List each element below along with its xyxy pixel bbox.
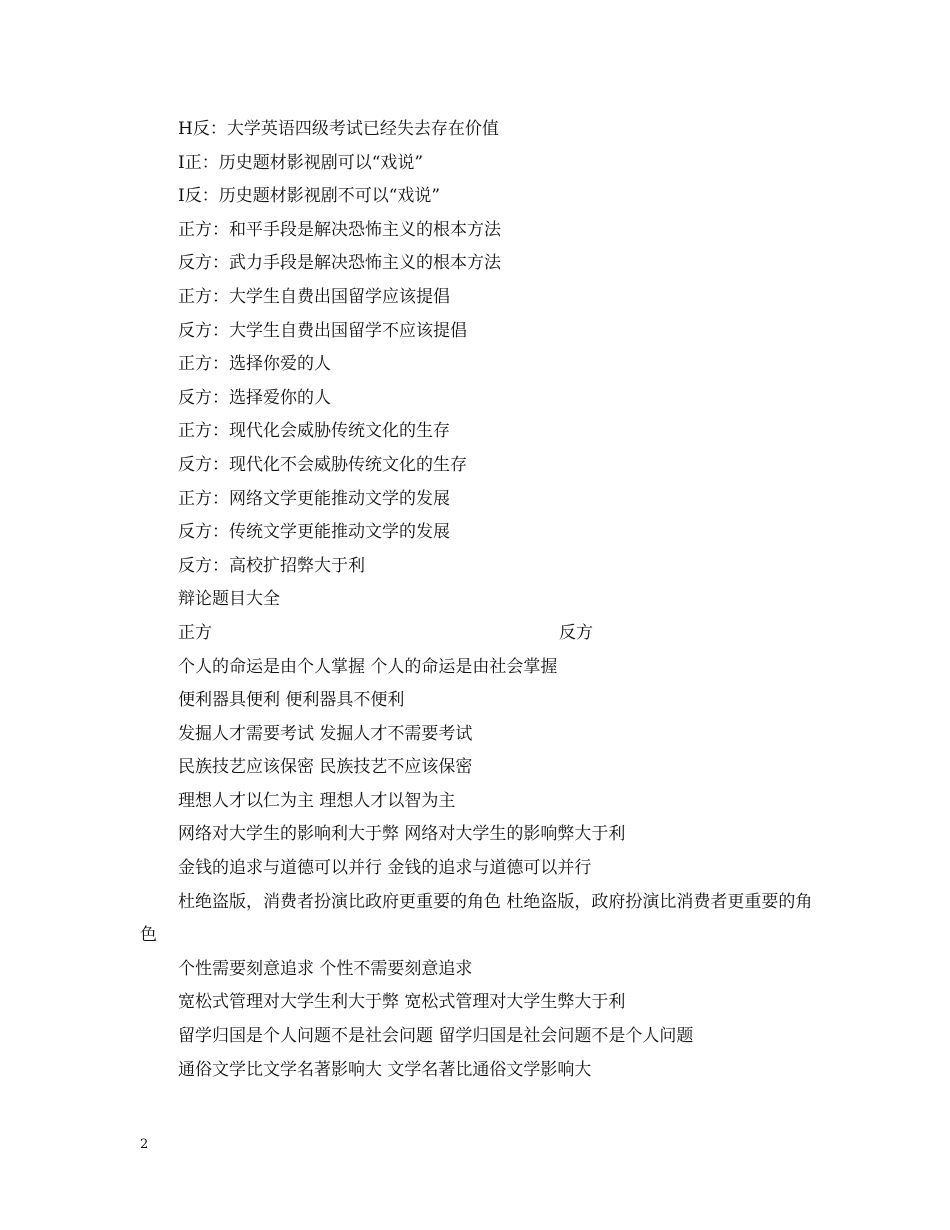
page-number: 2 (140, 1137, 149, 1152)
debate-topic-line: 个性需要刻意追求 个性不需要刻意追求 (178, 958, 473, 979)
debate-topic-line: 网络对大学生的影响利大于弊 网络对大学生的影响弊大于利 (178, 824, 626, 845)
text-line: 反方：传统文学更能推动文学的发展 (178, 522, 450, 543)
debate-topic-line: 留学归国是个人问题不是社会问题 留学归国是社会问题不是个人问题 (178, 1026, 694, 1047)
text-line: I反：历史题材影视剧不可以“戏说” (178, 186, 441, 207)
text-line: 正方：大学生自费出国留学应该提倡 (178, 286, 450, 307)
column-header-row (140, 617, 820, 651)
text-line: 反方：高校扩招弊大于利 (178, 555, 365, 576)
text-line: 正方：网络文学更能推动文学的发展 (178, 488, 450, 509)
column-header-con: 反方 (559, 622, 593, 643)
debate-topic-line: 杜绝盗版，消费者扮演比政府更重要的角色 杜绝盗版，政府扮演比消费者更重要的角色 (140, 891, 813, 946)
text-line: 反方：选择爱你的人 (178, 387, 331, 408)
text-line: I正：历史题材影视剧可以“戏说” (178, 152, 424, 173)
debate-topic-line: 个人的命运是由个人掌握 个人的命运是由社会掌握 (178, 656, 558, 677)
text-line: 反方：现代化不会威胁传统文化的生存 (178, 454, 467, 475)
column-header-pro: 正方 (178, 622, 212, 643)
section-title: 辩论题目大全 (178, 589, 280, 610)
text-line: 正方：选择你爱的人 (178, 354, 331, 375)
debate-topic-line: 民族技艺应该保密 民族技艺不应该保密 (178, 757, 473, 778)
debate-topic-line: 发掘人才需要考试 发掘人才不需要考试 (178, 723, 473, 744)
text-line: 反方：大学生自费出国留学不应该提倡 (178, 320, 467, 341)
text-line: 反方：武力手段是解决恐怖主义的根本方法 (178, 253, 501, 274)
debate-topic-line: 便利器具便利 便利器具不便利 (178, 690, 405, 711)
debate-topic-line: 理想人才以仁为主 理想人才以智为主 (178, 790, 456, 811)
text-line: 正方：现代化会威胁传统文化的生存 (178, 421, 450, 442)
debate-topic-line: 宽松式管理对大学生利大于弊 宽松式管理对大学生弊大于利 (178, 992, 626, 1013)
debate-topic-line: 通俗文学比文学名著影响大 文学名著比通俗文学影响大 (178, 1059, 592, 1080)
text-line: H反：大学英语四级考试已经失去存在价值 (178, 119, 499, 139)
text-line: 正方：和平手段是解决恐怖主义的根本方法 (178, 219, 501, 240)
debate-topic-line: 金钱的追求与道德可以并行 金钱的追求与道德可以并行 (178, 858, 592, 879)
document-body (140, 113, 820, 1087)
